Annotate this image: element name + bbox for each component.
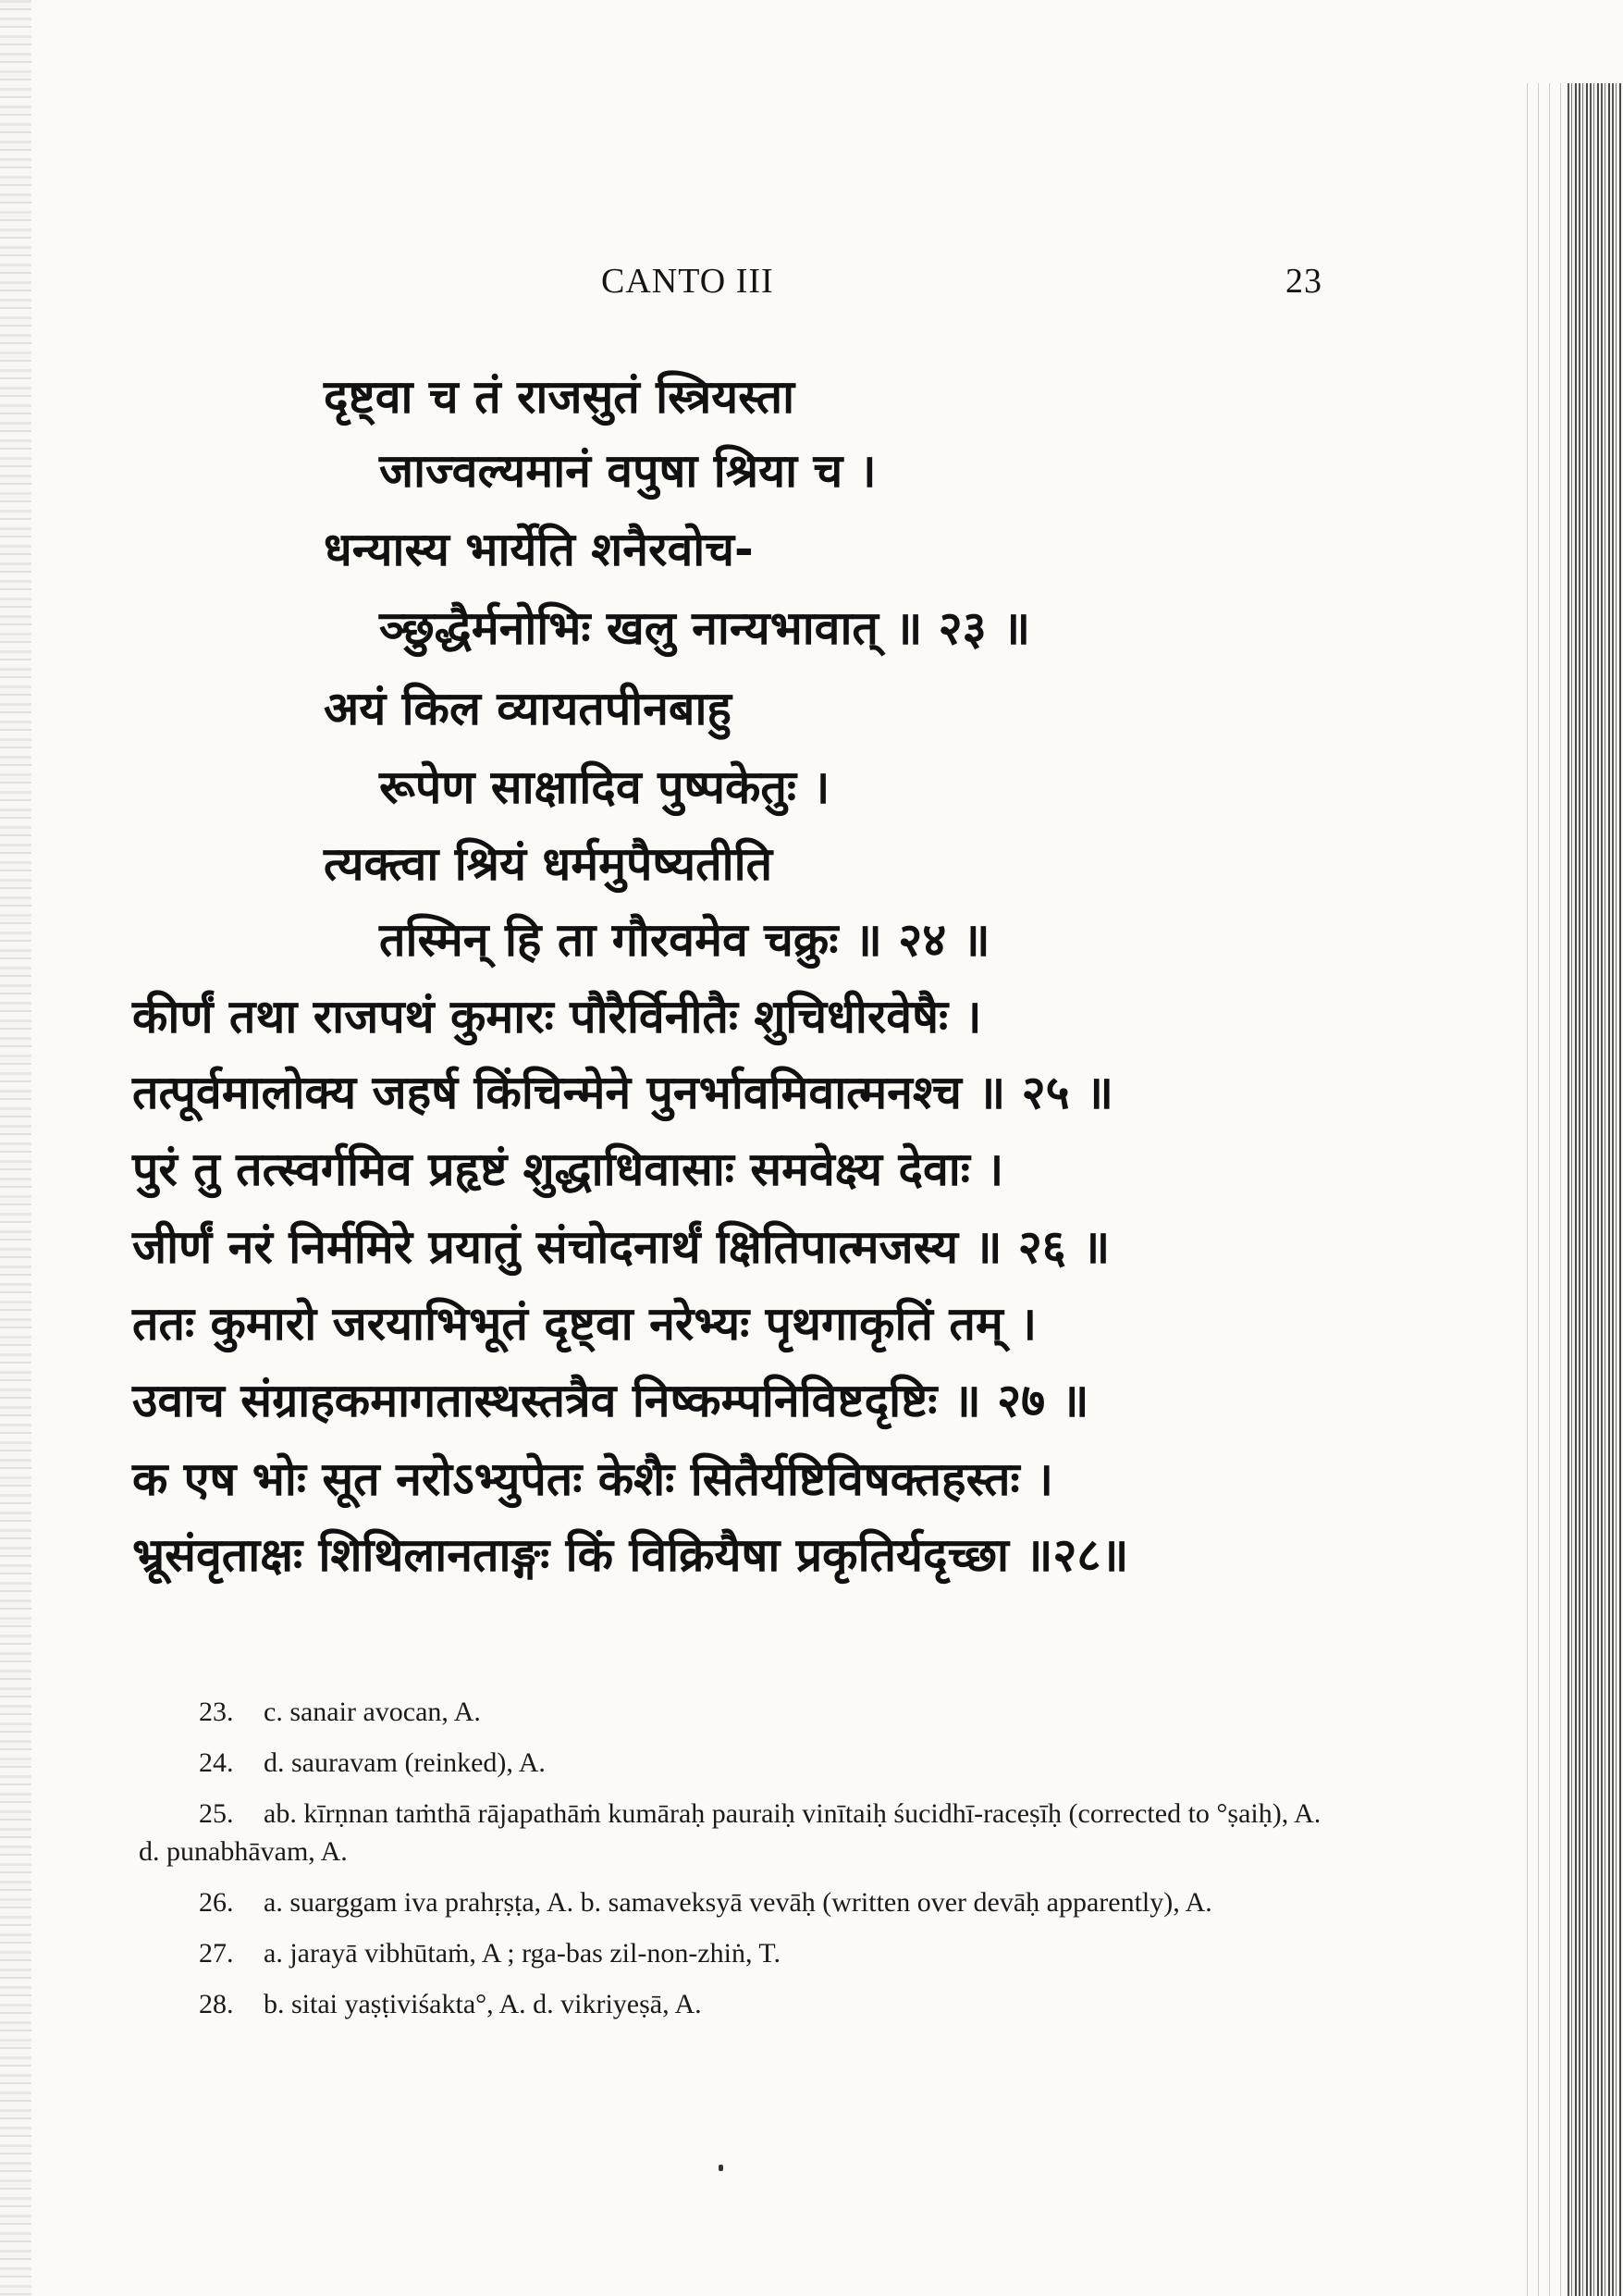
- footnote-number: 28.: [199, 1989, 234, 2019]
- ink-speck: [719, 2165, 723, 2171]
- footnote: [139, 1934, 1341, 1972]
- verse-line: जाज्वल्यमानं वपुषा श्रिया च ।: [379, 444, 877, 498]
- footnote-text: b. sitai yaṣṭiviśakta°, A. d. vikriyeṣā, A.: [264, 1989, 702, 2019]
- footnote: [139, 1795, 1341, 1870]
- verse-line: ञ्छुद्धैर्मनोभिः खलु नान्यभावात् ॥ २३ ॥: [379, 601, 1031, 655]
- verse-line: धन्यास्य भार्येति शनैरवोच-: [324, 523, 754, 576]
- right-binding-edge: [1568, 83, 1623, 2296]
- footnotes: [139, 1693, 1341, 2036]
- verse-line: पुरं तु तत्स्वर्गमिव प्रहृष्टं शुद्धाधिवासाः समवेक्ष्य देवाः ।: [132, 1142, 1004, 1196]
- footnote: [139, 1985, 1341, 2023]
- verse-line: अयं किल व्यायतपीनबाहु: [324, 682, 732, 735]
- binding-shadow: [1521, 83, 1568, 2296]
- verse-line: तत्पूर्वमालोक्य जहर्ष किंचिन्मेने पुनर्भावमिवात्मनश्च ॥ २५ ॥: [132, 1066, 1113, 1119]
- footnote-text: c. sanair avocan, A.: [264, 1697, 481, 1727]
- footnote-text: a. suarggam iva prahṛṣṭa, A. b. samaveksyā vevāḥ (written over devāḥ apparently), A.: [264, 1887, 1212, 1918]
- footnote-number: 24.: [199, 1747, 234, 1778]
- running-header: [601, 261, 1341, 316]
- verse-line: तस्मिन् हि ता गौरवमेव चक्रुः ॥ २४ ॥: [379, 913, 990, 967]
- verse-line: क एष भोः सूत नरोऽभ्युपेतः केशैः सितैर्यष्टिविषक्तहस्तः ।: [132, 1452, 1053, 1506]
- footnote-number: 25.: [199, 1798, 234, 1829]
- verse-line: ततः कुमारो जरयाभिभूतं दृष्ट्वा नरेभ्यः पृथगाकृतिं तम् ।: [132, 1297, 1038, 1351]
- canto-title: CANTO III: [601, 262, 774, 301]
- left-page-edge: [0, 0, 31, 2296]
- verse-line: दृष्ट्वा च तं राजसुतं स्त्रियस्ता: [324, 370, 795, 424]
- footnote: [139, 1883, 1341, 1921]
- verse-line: भ्रूसंवृताक्षः शिथिलानताङ्गः किं विक्रियैषा प्रकृतिर्यदृच्छा ॥२८॥: [132, 1528, 1129, 1582]
- verse-line: रूपेण साक्षादिव पुष्पकेतुः ।: [379, 760, 830, 814]
- footnote-text: d. sauravam (reinked), A.: [264, 1747, 546, 1778]
- verse-line: जीर्णं नरं निर्ममिरे प्रयातुं संचोदनार्थं क्षितिपात्मजस्य ॥ २६ ॥: [132, 1220, 1111, 1274]
- footnote-text: a. jarayā vibhūtaṁ, A ; rga-bas zil-non-zhiṅ, T.: [264, 1938, 781, 1969]
- footnote: [139, 1693, 1341, 1731]
- verse-line: उवाच संग्राहकमागतास्थस्तत्रैव निष्कम्पनिविष्टदृष्टिः ॥ २७ ॥: [132, 1374, 1089, 1427]
- footnote: [139, 1744, 1341, 1782]
- footnote-number: 23.: [199, 1697, 234, 1727]
- footnote-number: 26.: [199, 1887, 234, 1918]
- verse-line: त्यक्त्वा श्रियं धर्ममुपैष्यतीति: [324, 837, 773, 891]
- verse-line: कीर्णं तथा राजपथं कुमारः पौरैर्विनीतैः शुचिधीरवेषैः ।: [132, 990, 982, 1043]
- page-number: 23: [1285, 262, 1322, 301]
- footnote-text: ab. kīrṇnan taṁthā rājapathāṁ kumāraḥ pauraiḥ vinītaiḥ śucidhī-raceṣīḥ (corrected to °ṣaiḥ), A. d. punabhāvam, A.: [139, 1798, 1322, 1867]
- footnote-number: 27.: [199, 1938, 234, 1969]
